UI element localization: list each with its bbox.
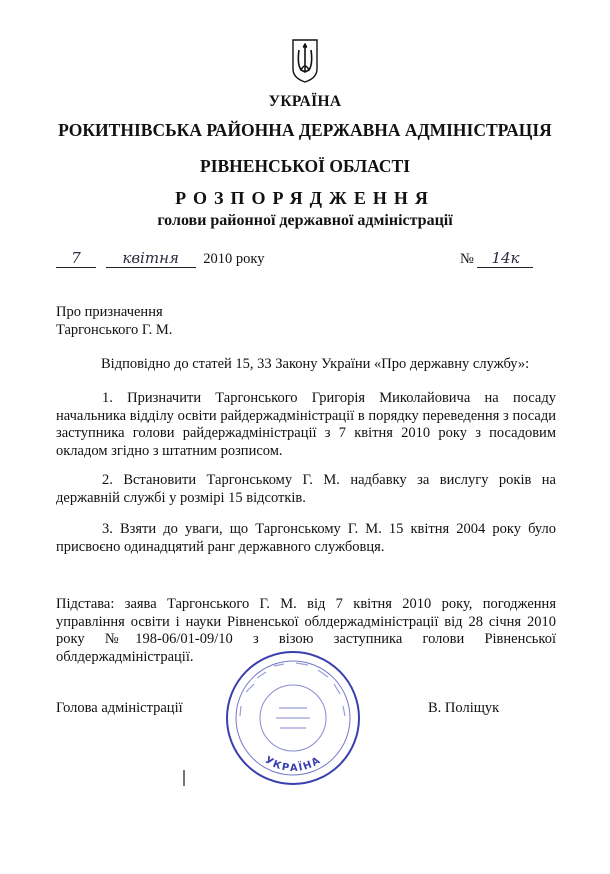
item-3-text: 3. Взяти до уваги, що Таргонському Г. М. 15 квітня 2004 року було присвоєно одинадцятий ранг державного службовця. bbox=[56, 521, 556, 555]
header-region: РІВНЕНСЬКОЇ ОБЛАСТІ bbox=[200, 156, 410, 176]
signature-name: В. Поліщук bbox=[428, 700, 500, 716]
item-1 bbox=[56, 390, 556, 460]
order-number-prefix: № bbox=[460, 251, 474, 267]
basis-text: Підстава: заява Таргонського Г. М. від 7 квітня 2010 року, погодження управління освіти і науки Рівненської облдержадміністрації від 28 січня 2010 року №198-06/01-09/10 з візою заступника голови Рівненської облдержадміністрації. bbox=[56, 596, 556, 665]
document-subtitle: голови районної державної адміністрації bbox=[157, 212, 453, 229]
pen-mark bbox=[183, 770, 185, 786]
item-1-text: 1. Призначити Таргонського Григорія Миколайовича на посаду начальника відділу освіти райдержадміністрації в порядку переведення з посади заступника голови райдержадміністрації з 7 квітня 2010 року з посадовим окладом згідно з штатним розписом. bbox=[56, 390, 556, 459]
signature-title: Голова адміністрації bbox=[56, 700, 183, 716]
date-year: 2010 року bbox=[203, 251, 265, 267]
item-2-text: 2. Встановити Таргонському Г. М. надбавку за вислугу років на державній службі у розмірі 15 відсотків. bbox=[56, 472, 556, 506]
date-month: квітня bbox=[106, 250, 196, 268]
subject-line-1: Про призначення bbox=[56, 304, 163, 320]
item-3 bbox=[56, 521, 556, 556]
date-day: 7 bbox=[56, 250, 96, 268]
date-number-row bbox=[56, 250, 576, 274]
header-administration: РОКИТНІВСЬКА РАЙОННА ДЕРЖАВНА АДМІНІСТРАЦІЯ bbox=[58, 120, 552, 140]
document-type: РОЗПОРЯДЖЕННЯ bbox=[175, 188, 435, 208]
order-number-label bbox=[460, 250, 533, 268]
trident-icon bbox=[291, 38, 319, 84]
stamp-country: УКРАЇНА bbox=[262, 754, 324, 775]
preamble: Відповідно до статей 15, 33 Закону України «Про державну службу»: bbox=[101, 356, 530, 372]
order-number: 14к bbox=[477, 250, 533, 268]
subject-line-2: Таргонського Г. М. bbox=[56, 322, 173, 338]
item-2 bbox=[56, 472, 556, 507]
official-stamp bbox=[224, 648, 362, 788]
header-country: УКРАЇНА bbox=[268, 93, 342, 110]
